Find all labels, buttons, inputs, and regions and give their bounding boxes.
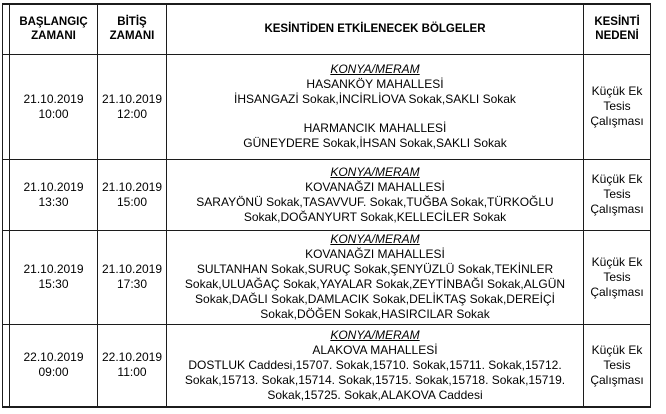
start-time-cell <box>10 159 98 230</box>
table-row <box>3 230 651 324</box>
city-district-label: KONYA/MERAM <box>330 232 420 246</box>
end-time: 11:00 <box>117 365 147 380</box>
start-time: 10:00 <box>38 106 69 121</box>
cut-off-column-cell <box>3 324 10 407</box>
end-date: 21.10.2019 <box>101 262 163 276</box>
end-time-cell <box>98 324 167 407</box>
city-district-label: KONYA/MERAM <box>330 62 420 76</box>
start-time: 15:30 <box>38 277 69 291</box>
end-date: 21.10.2019 <box>101 179 163 194</box>
neighborhood-group <box>167 247 583 322</box>
table-row <box>3 324 651 407</box>
neighborhood-label: KOVANAĞZI MAHALLESİ <box>305 179 445 194</box>
neighborhood-group <box>167 77 583 107</box>
end-time-cell <box>98 230 167 324</box>
start-date: 21.10.2019 <box>23 262 84 276</box>
cut-off-column-cell <box>3 230 10 324</box>
neighborhood-label: HARMANCIK MAHALLESİ <box>303 121 447 135</box>
streets-list: SULTANHAN Sokak,SURUÇ Sokak,ŞENYÜZLÜ Sokak,TEKİNLER Sokak,ULUAĞAÇ Sokak,YAYALAR Sokak,ZEYTİNBAĞI Sokak,ALGÜN Sokak,DAĞLI Sokak,DAMLACIK Sokak,DELİKTAŞ Sokak,DEREİÇİ Sokak,DÖĞEN Sokak,HASIRCILAR Sokak <box>184 262 566 321</box>
table-header-row <box>3 4 651 54</box>
streets-list: İHSANGAZİ Sokak,İNCİRLİOVA Sokak,SAKLI Sokak <box>234 92 516 106</box>
start-date: 22.10.2019 <box>23 350 84 365</box>
end-time: 17:30 <box>116 277 148 291</box>
start-time-cell <box>10 54 98 159</box>
regions-cell <box>167 324 584 407</box>
start-date: 21.10.2019 <box>23 179 84 194</box>
regions-cell <box>167 159 584 230</box>
city-district-label: KONYA/MERAM <box>330 327 420 342</box>
start-time-cell <box>10 230 98 324</box>
start-date: 21.10.2019 <box>23 91 84 106</box>
table-row <box>3 159 651 230</box>
reason-cell: Küçük Ek Tesis Çalışması <box>584 54 651 159</box>
end-date: 22.10.2019 <box>101 350 163 365</box>
end-time: 15:00 <box>116 194 148 209</box>
outage-table <box>2 3 651 408</box>
end-date: 21.10.2019 <box>101 91 163 106</box>
neighborhood-label: HASANKÖY MAHALLESİ <box>306 77 444 91</box>
start-time: 13:30 <box>38 194 69 209</box>
cut-off-column-cell <box>3 159 10 230</box>
header-end-time: BİTİŞ ZAMANI <box>98 4 167 54</box>
neighborhood-label: ALAKOVA MAHALLESİ <box>312 342 438 357</box>
table-row <box>3 54 651 159</box>
cut-off-column-header <box>3 4 10 54</box>
header-outage-reason: KESİNTİ NEDENİ <box>584 4 651 54</box>
reason-cell: Küçük Ek Tesis Çalışması <box>584 159 651 230</box>
regions-cell <box>167 54 584 159</box>
cut-off-column-cell <box>3 54 10 159</box>
reason-cell: Küçük Ek Tesis Çalışması <box>584 324 651 407</box>
start-time-cell <box>10 324 98 407</box>
streets-list: SARAYÖNÜ Sokak,TASAVVUF. Sokak,TUĞBA Sokak,TÜRKOĞLU Sokak,DOĞANYURT Sokak,KELLECİLER Sokak <box>196 194 554 224</box>
neighborhood-group <box>167 343 583 403</box>
neighborhood-group <box>167 121 583 151</box>
streets-list: GÜNEYDERE Sokak,İHSAN Sokak,SAKLI Sokak <box>243 136 507 150</box>
neighborhood-label: KOVANAĞZI MAHALLESİ <box>305 247 445 261</box>
end-time-cell <box>98 54 167 159</box>
streets-list: DOSTLUK Caddesi,15707. Sokak,15710. Sokak,15711. Sokak,15712. Sokak,15713. Sokak,15714. Sokak,15715. Sokak,15718. Sokak,15719. Sokak,15725. Sokak,ALAKOVA Caddesi <box>184 357 566 402</box>
end-time: 12:00 <box>116 106 148 121</box>
header-start-time: BAŞLANGIÇ ZAMANI <box>10 4 98 54</box>
city-district-label: KONYA/MERAM <box>330 164 420 179</box>
neighborhood-group <box>167 180 583 225</box>
header-affected-regions: KESİNTİDEN ETKİLENECEK BÖLGELER <box>167 4 584 54</box>
end-time-cell <box>98 159 167 230</box>
start-time: 09:00 <box>38 365 69 380</box>
reason-cell: Küçük Ek Tesis Çalışması <box>584 230 651 324</box>
regions-cell <box>167 230 584 324</box>
